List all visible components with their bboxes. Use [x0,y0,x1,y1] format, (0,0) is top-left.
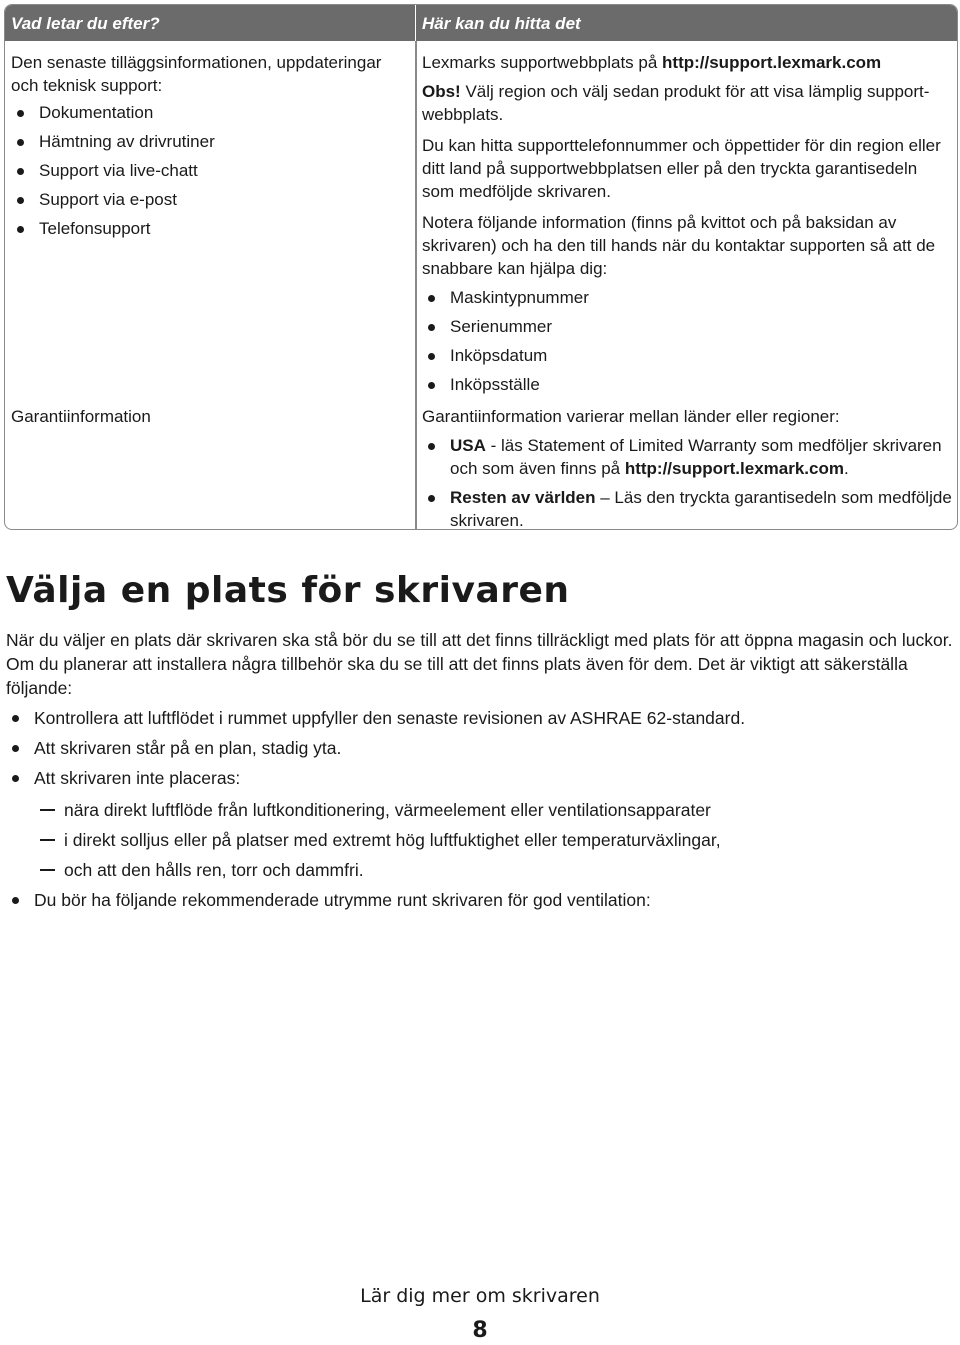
row2-left-cell: Garantiinformation [11,407,151,426]
list-item: Serienummer [422,315,952,338]
warranty-url-link[interactable]: http://support.lexmark.com [624,459,844,478]
warranty-list [422,434,952,530]
list-item-with-sublist [6,766,946,882]
section-title: Välja en plats för skrivaren [6,570,570,611]
note-text: Välj region och välj sedan produkt för att visa lämplig supportwebbplats. [422,82,930,124]
phone-info-paragraph: Du kan hitta supporttelefonnummer och öppettider för din region eller ditt land på supportwebbplatsen eller på den tryckta garantisedeln som medföljde skrivaren. [422,136,941,201]
table-header [5,5,957,41]
list-item: Maskintypnummer [422,286,952,309]
list-item: Support via live-chatt [11,159,406,182]
sub-list-item: i direkt solljus eller på platser med extremt hög luftfuktighet eller temperaturväxlingar, [34,828,946,852]
usa-text: - läs Statement of Limited Warranty som medföljer skrivaren och som även finns på [450,436,942,478]
support-topics-intro: Den senaste tilläggsinformationen, uppdateringar och teknisk support: [11,53,382,95]
list-item: Support via e-post [11,188,406,211]
support-url-link[interactable]: http://support.lexmark.com [662,53,882,72]
list-item-text: Att skrivaren inte placeras: [34,768,241,788]
world-label: Resten av världen [450,488,596,507]
header-where-to-find: Här kan du hitta det [422,14,581,33]
sub-list-item: och att den hålls ren, torr och dammfri. [34,858,946,882]
table-body [5,41,957,529]
placement-list [6,706,946,918]
list-item: Kontrollera att luftflödet i rummet uppfyller den senaste revisionen av ASHRAE 62-standard. [6,706,946,730]
warranty-world-item [422,486,952,530]
row1-right-cell [422,51,952,402]
list-item: Hämtning av drivrutiner [11,130,406,153]
header-what-are-you-looking-for: Vad letar du efter? [5,5,416,41]
note-paragraph [422,80,952,126]
support-info-table [4,4,958,530]
note-info-paragraph: Notera följande information (finns på kvittot och på baksidan av skrivaren) och ha den till hands när du kontaktar supporten så att de snabbare kan hjälpa dig: [422,213,936,278]
support-topics-list [11,101,406,240]
list-item: Du bör ha följande rekommenderade utrymme runt skrivaren för god ventilation: [6,888,946,912]
row1-left-cell [11,51,406,246]
support-site-line [422,51,952,74]
column-divider [415,41,417,529]
printer-details-list [422,286,952,396]
note-label: Obs! [422,82,461,101]
footer-title: Lär dig mer om skrivaren [360,1285,600,1307]
list-item: Att skrivaren står på en plan, stadig yta. [6,736,946,760]
world-text: – Läs den tryckta garantisedeln som medföljde skrivaren. [450,488,952,530]
warranty-intro: Garantiinformation varierar mellan länder eller regioner: [422,407,840,426]
usa-end: . [843,459,849,478]
list-item: Dokumentation [11,101,406,124]
support-site-prefix: Lexmarks supportwebbplats på [422,53,663,72]
list-item: Inköpsdatum [422,344,952,367]
row2-right-cell [422,405,952,530]
page-number: 8 [472,1318,488,1343]
usa-label: USA [450,436,486,455]
section-intro: När du väljer en plats där skrivaren ska stå bör du se till att det finns tillräckligt med plats för att öppna magasin och luckor. Om du planerar att installera några tillbehör ska du se till att det finns plats även för dem. Det är viktigt att säkerställa följande: [6,630,953,698]
list-item: Telefonsupport [11,217,406,240]
placement-sub-list [34,798,946,882]
list-item: Inköpsställe [422,373,952,396]
sub-list-item: nära direkt luftflöde från luftkonditionering, värmeelement eller ventilationsapparater [34,798,946,822]
warranty-usa-item [422,434,952,480]
